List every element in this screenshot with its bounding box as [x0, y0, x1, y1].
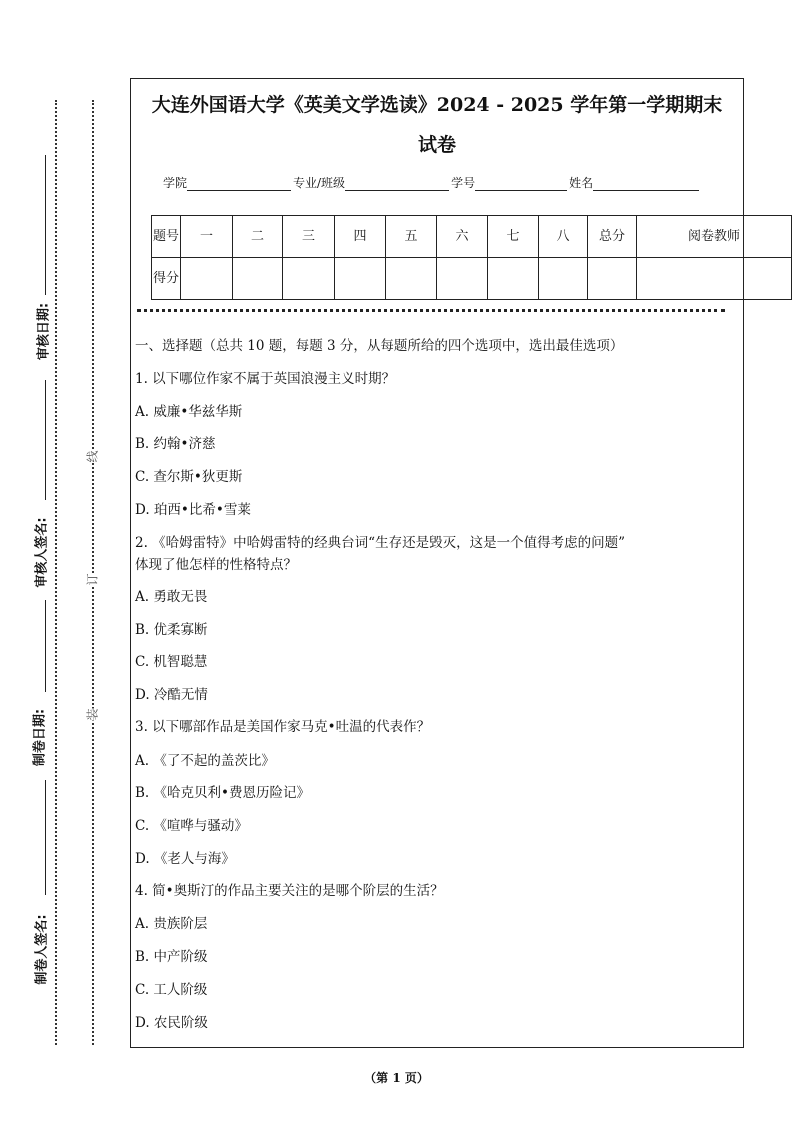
score-table [151, 215, 792, 300]
option: D. 珀西•比希•雪莱 [135, 502, 251, 518]
question-stem-cont: 体现了他怎样的性格特点？ [135, 557, 297, 573]
review-date-underline [45, 155, 46, 295]
col-header: 五 [386, 216, 437, 258]
reviewer-sign-label: 审核人签名: [34, 517, 50, 588]
option: A. 勇敢无畏 [135, 589, 208, 605]
row-label-question-number: 题号 [152, 216, 181, 258]
college-label: 学院 [163, 176, 188, 190]
col-header: 阅卷教师 [637, 216, 792, 258]
question-stem: 3. 以下哪部作品是美国作家马克•吐温的代表作？ [135, 719, 431, 735]
score-cell[interactable] [233, 258, 283, 300]
col-header: 一 [181, 216, 233, 258]
option: D. 《老人与海》 [135, 851, 235, 867]
option: C. 机智聪慧 [135, 654, 208, 670]
dotted-separator [137, 309, 725, 312]
binding-char-xian: 线 [82, 450, 103, 462]
section-header: 一、选择题（总共 10 题，每题 3 分，从每题所给的四个选项中，选出最佳选项） [135, 338, 624, 354]
page-number: （第 1 页） [364, 1071, 429, 1085]
col-header: 八 [539, 216, 588, 258]
maker-sign-underline [45, 780, 46, 895]
row-label-score: 得分 [152, 258, 181, 300]
name-field[interactable] [593, 178, 699, 191]
score-cell[interactable] [539, 258, 588, 300]
option: A. 威廉•华兹华斯 [135, 404, 243, 420]
option: A. 《了不起的盖茨比》 [135, 753, 275, 769]
option: C. 工人阶级 [135, 982, 208, 998]
name-label: 姓名 [569, 176, 594, 190]
binding-line-outer [55, 100, 57, 1045]
option: D. 农民阶级 [135, 1015, 208, 1031]
major-field[interactable] [345, 178, 449, 191]
maker-sign-label: 制卷人签名: [34, 914, 50, 985]
score-cell[interactable] [488, 258, 539, 300]
student-id-field[interactable] [475, 178, 567, 191]
make-date-underline [45, 600, 46, 692]
score-cell[interactable] [437, 258, 488, 300]
binding-char-ding: 订 [82, 573, 103, 585]
reviewer-sign-underline [45, 380, 46, 500]
question-stem: 2. 《哈姆雷特》中哈姆雷特的经典台词“生存还是毁灭，这是一个值得考虑的问题” [135, 535, 625, 551]
col-header: 总分 [588, 216, 637, 258]
make-date-label: 制卷日期: [32, 708, 48, 767]
option: C. 查尔斯•狄更斯 [135, 469, 243, 485]
student-id-label: 学号 [451, 176, 476, 190]
score-cell[interactable] [283, 258, 335, 300]
option: A. 贵族阶层 [135, 916, 208, 932]
student-info [163, 174, 701, 191]
exam-title: 大连外国语大学《英美文学选读》2024 - 2025 学年第一学期期末 [151, 94, 723, 116]
option: C. 《喧哗与骚动》 [135, 818, 248, 834]
college-field[interactable] [187, 178, 291, 191]
score-cell[interactable] [386, 258, 437, 300]
question-stem: 4. 简•奥斯汀的作品主要关注的是哪个阶层的生活？ [135, 883, 444, 899]
score-cell[interactable] [637, 258, 792, 300]
major-label: 专业/班级 [293, 176, 346, 190]
option: D. 冷酷无情 [135, 687, 208, 703]
col-header: 七 [488, 216, 539, 258]
col-header: 四 [335, 216, 386, 258]
exam-title-line2: 试卷 [417, 134, 456, 156]
score-cell[interactable] [335, 258, 386, 300]
score-cell[interactable] [181, 258, 233, 300]
review-date-label: 审核日期: [36, 302, 52, 361]
col-header: 二 [233, 216, 283, 258]
score-cell[interactable] [588, 258, 637, 300]
binding-char-zhuang: 装 [82, 708, 103, 720]
option: B. 优柔寡断 [135, 622, 208, 638]
option: B. 约翰•济慈 [135, 436, 216, 452]
col-header: 六 [437, 216, 488, 258]
col-header: 三 [283, 216, 335, 258]
question-stem: 1. 以下哪位作家不属于英国浪漫主义时期？ [135, 371, 396, 387]
option: B. 中产阶级 [135, 949, 208, 965]
option: B. 《哈克贝利•费恩历险记》 [135, 785, 310, 801]
